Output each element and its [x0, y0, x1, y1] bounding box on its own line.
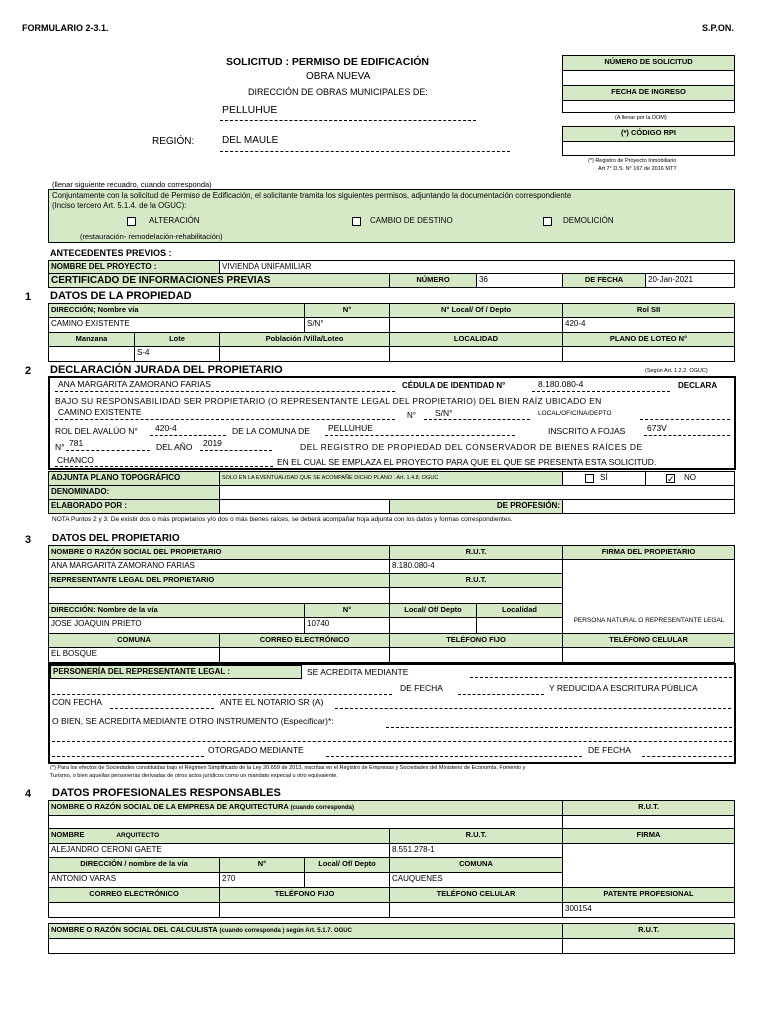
- s1-h-plano: PLANO DE LOTEO N°: [562, 332, 735, 347]
- rpi-note-1: (*) Registro de Proyecto Inmobiliario: [588, 158, 677, 164]
- elaborado-field[interactable]: [219, 499, 390, 514]
- s1-localidad-field[interactable]: [389, 346, 563, 362]
- s1-h-localidad: LOCALIDAD: [389, 332, 563, 347]
- s4-h-rut3: R.U.T.: [562, 923, 735, 939]
- decl-fojas-line: [644, 435, 730, 436]
- numero-solicitud-field[interactable]: [562, 70, 735, 86]
- sec2-number: 2: [25, 365, 32, 377]
- con-fecha-label: CON FECHA: [52, 697, 103, 707]
- s4-h-empresa-text: NOMBRE O RAZÓN SOCIAL DE LA EMPRESA DE ARQUITECTURA: [51, 802, 289, 811]
- decl-registro: DEL REGISTRO DE PROPIEDAD DEL CONSERVADOR DE BIENES RAÍCES DE: [300, 442, 643, 452]
- otorgado-label: OTORGADO MEDIANTE: [208, 745, 304, 755]
- permits-line1: Conjuntamente con la solicitud de Permiso de Edificación, el solicitante tramita los siguientes permisos, adjuntando la documentación correspondiente: [52, 191, 572, 200]
- decl-cedula-line: [532, 391, 670, 392]
- alteracion-label: ALTERACIÓN: [149, 216, 200, 225]
- comuna-value: PELLUHUE: [222, 104, 278, 116]
- adjunta-si-label: SÍ: [600, 473, 608, 482]
- s4-celular-field[interactable]: [389, 902, 563, 918]
- s4-comuna-field[interactable]: CAUQUENES: [389, 872, 563, 888]
- fecha-ingreso-label: FECHA DE INGRESO: [562, 85, 735, 101]
- de-fecha-line: [458, 694, 544, 695]
- adjunta-no-label: NO: [684, 473, 696, 482]
- demolicion-checkbox[interactable]: [543, 217, 552, 226]
- s1-h-rol: Rol SII: [562, 303, 735, 318]
- s4-h-firma: FIRMA: [562, 828, 735, 844]
- otro-line2: [52, 741, 732, 742]
- s3-n-field[interactable]: 10740: [304, 617, 390, 634]
- s3-celular-field[interactable]: [562, 647, 735, 663]
- notario-line: [335, 708, 731, 709]
- adjunta-note: SOLO EN LA EVENTUALIDAD QUE SE ACOMPAÑE DICHO PLANO . Art. 1.4.8. OGUC: [219, 471, 563, 486]
- s4-h-dir: DIRECCIÓN / nombre de la vía: [48, 857, 220, 873]
- s1-h-local: N° Local/ Of / Depto: [389, 303, 563, 318]
- notario-label: ANTE EL NOTARIO SR (A): [220, 697, 324, 707]
- codigo-rpi-field[interactable]: [562, 141, 735, 156]
- s4-h-calculista: [48, 923, 563, 939]
- s1-h-lote: Lote: [134, 332, 220, 347]
- s4-n-field[interactable]: 270: [219, 872, 305, 888]
- s4-dir-field[interactable]: ANTONIO VARAS: [48, 872, 220, 888]
- s4-rut2-field[interactable]: 8.551.278-1: [389, 843, 563, 858]
- sec3-title: DATOS DEL PROPIETARIO: [52, 533, 180, 544]
- decl-n2-line: [66, 450, 150, 451]
- s1-local-field[interactable]: [389, 317, 563, 333]
- sec3-nota2: Turismo, o bien aquellas personerías derivadas de otros actos jurídicos como un mandato especial u otro equivalente.: [50, 773, 338, 779]
- demolicion-label: DEMOLICIÓN: [563, 216, 614, 225]
- nombre-proyecto-field[interactable]: VIVIENDA UNIFAMILIAR: [219, 260, 735, 274]
- decl-emplaza: EN EL CUAL SE EMPLAZA EL PROYECTO PARA QUE EL QUE SE PRESENTA ESTA SOLICITUD.: [277, 457, 657, 467]
- s4-h-nombre: [48, 828, 390, 844]
- s4-correo-field[interactable]: [48, 902, 220, 918]
- s4-h-nombre-text: NOMBRE: [51, 830, 85, 839]
- s4-fijo-field[interactable]: [219, 902, 390, 918]
- decl-anio-line: [200, 450, 272, 451]
- alteracion-checkbox[interactable]: [127, 217, 136, 226]
- personeria-label: PERSONERÍA DEL REPRESENTANTE LEGAL :: [50, 665, 302, 679]
- decl-n-label: N°: [407, 411, 416, 420]
- s4-h-rut: R.U.T.: [562, 800, 735, 816]
- s1-rol-field[interactable]: 420-4: [562, 317, 735, 333]
- form-title: SOLICITUD : PERMISO DE EDIFICACIÓN: [226, 56, 430, 68]
- decl-conservador[interactable]: CHANCO: [57, 455, 94, 465]
- decl-n[interactable]: S/N°: [435, 408, 453, 418]
- comuna-line: [220, 120, 476, 121]
- s4-h-patente: PATENTE PROFESIONAL: [562, 887, 735, 903]
- nombre-proyecto-label: NOMBRE DEL PROYECTO :: [48, 260, 220, 274]
- acredita-label: SE ACREDITA MEDIANTE: [307, 667, 409, 677]
- sec1-number: 1: [25, 291, 32, 303]
- s3-h-rep: REPRESENTANTE LEGAL DEL PROPIETARIO: [48, 573, 390, 588]
- s1-n-field[interactable]: S/N°: [304, 317, 390, 333]
- decl-cedula[interactable]: 8.180.080-4: [538, 379, 584, 389]
- s3-h-rut: R.U.T.: [389, 545, 563, 560]
- s3-h-celular: TELÉFONO CELULAR: [562, 633, 735, 648]
- decl-n2[interactable]: 781: [69, 438, 84, 448]
- decl-anio-label: DEL AÑO: [156, 442, 193, 452]
- s3-correo-field[interactable]: [219, 647, 390, 663]
- s3-comuna-field[interactable]: EL BOSQUE: [48, 647, 220, 663]
- s1-h-direccion: DIRECCIÓN; Nombre vía: [48, 303, 305, 318]
- acredita-line2: [52, 694, 392, 695]
- decl-n2-label: N°: [55, 442, 65, 452]
- llenar-dom-note: (A llenar por la DOM): [615, 115, 667, 121]
- sec1-title: DATOS DE LA PROPIEDAD: [50, 290, 192, 302]
- reducida-label: Y REDUCIDA A ESCRITURA PÚBLICA: [549, 683, 698, 693]
- s3-rut2-field[interactable]: [389, 587, 563, 604]
- otro-label: O BIEN, SE ACREDITA MEDIANTE OTRO INSTRUMENTO (Especificar)*:: [52, 716, 334, 726]
- s3-h-firma: FIRMA DEL PROPIETARIO: [562, 545, 735, 560]
- decl-propietario[interactable]: ANA MARGARITA ZAMORANO FARIAS: [58, 379, 211, 389]
- cambio-destino-label: CAMBIO DE DESTINO: [370, 216, 453, 225]
- s1-h-n: N°: [304, 303, 390, 318]
- form-code: FORMULARIO 2-3.1.: [22, 23, 109, 33]
- codigo-rpi-label: (*) CÓDIGO RPI: [562, 126, 735, 142]
- fecha-ingreso-field[interactable]: [562, 100, 735, 113]
- s1-direccion-field[interactable]: CAMINO EXISTENTE: [48, 317, 305, 333]
- cip-fecha-field[interactable]: 20-Jan-2021: [645, 273, 735, 288]
- adjunta-no-checkbox[interactable]: ✓: [667, 474, 675, 484]
- s4-h-rut2: R.U.T.: [389, 828, 563, 844]
- s4-firma-field[interactable]: [562, 843, 735, 888]
- cip-numero-field[interactable]: 36: [476, 273, 563, 288]
- decl-rol-label: ROL DEL AVALÚO N°: [55, 426, 138, 436]
- de-fecha-label: DE FECHA: [400, 683, 443, 693]
- s4-h-n: N°: [219, 857, 305, 873]
- decl-fojas[interactable]: 673V: [647, 423, 667, 433]
- s3-h-correo: CORREO ELECTRÓNICO: [219, 633, 390, 648]
- otorgado-line2: [326, 756, 582, 757]
- decl-anio[interactable]: 2019: [203, 438, 222, 448]
- decl-comuna-line: [325, 435, 515, 436]
- s3-rut-field[interactable]: 8.180.080-4: [389, 559, 563, 574]
- s4-h-celular: TELÉFONO CELULAR: [389, 887, 563, 903]
- s4-h-comuna: COMUNA: [389, 857, 563, 873]
- decl-comuna-label: DE LA COMUNA DE: [232, 426, 310, 436]
- region-value: DEL MAULE: [222, 135, 279, 146]
- con-fecha-line: [110, 708, 214, 709]
- cip-fecha-label: DE FECHA: [562, 273, 646, 288]
- s4-rut3-field[interactable]: [562, 938, 735, 954]
- de-fecha2-label: DE FECHA: [588, 745, 631, 755]
- s4-h-fijo: TELÉFONO FIJO: [219, 887, 390, 903]
- numero-solicitud-label: NÚMERO DE SOLICITUD: [562, 55, 735, 71]
- s3-dir-field[interactable]: JOSE JOAQUIN PRIETO: [48, 617, 305, 634]
- s4-h-calculista-note: (cuando corresponda ) según Art. 5.1.7. OGUC: [219, 928, 352, 934]
- cip-label: CERTIFICADO DE INFORMACIONES PREVIAS: [48, 273, 390, 288]
- s4-nombre-field[interactable]: ALEJANDRO CERONI GAETE: [48, 843, 390, 858]
- s3-h-nombre: NOMBRE O RAZÓN SOCIAL DEL PROPIETARIO: [48, 545, 390, 560]
- s1-manzana-field[interactable]: [48, 346, 135, 362]
- sec3-number: 3: [25, 534, 32, 546]
- sec2-nota: NOTA Puntos 2 y 3: De existir dos o más propietarios y/o dos o más bienes raíces, se deberá acompañar hoja adjunta con los datos y formas correspondientes.: [52, 516, 513, 523]
- s4-h-empresa-note: (cuando corresponda): [290, 805, 354, 811]
- s4-calculista-field[interactable]: [48, 938, 563, 954]
- profesion-label: DE PROFESIÓN:: [389, 499, 563, 514]
- region-label: REGIÓN:: [152, 136, 195, 147]
- decl-conservador-line: [55, 466, 273, 467]
- s4-empresa-field[interactable]: [48, 815, 563, 829]
- s3-rep-field[interactable]: [48, 587, 390, 604]
- decl-rol[interactable]: 420-4: [155, 423, 177, 433]
- permits-intro: (llenar siguiente recuadro, cuando corresponda): [52, 180, 212, 189]
- s4-local-field[interactable]: [304, 872, 390, 888]
- s4-h-local: Local/ Of/ Depto: [304, 857, 390, 873]
- s1-plano-field[interactable]: [562, 346, 735, 362]
- s3-h-fijo: TELÉFONO FIJO: [389, 633, 563, 648]
- otorgado-line1: [52, 756, 204, 757]
- sec4-title: DATOS PROFESIONALES RESPONSABLES: [52, 787, 281, 799]
- dom-label: DIRECCIÓN DE OBRAS MUNICIPALES DE:: [248, 87, 428, 97]
- s3-h-localidad: Localidad: [476, 603, 563, 618]
- s3-localidad-field[interactable]: [476, 617, 563, 634]
- spon-label: S.P.ON.: [702, 23, 734, 33]
- s3-h-rut2: R.U.T.: [389, 573, 563, 588]
- s1-poblacion-field[interactable]: [219, 346, 390, 362]
- decl-comuna[interactable]: PELLUHUE: [328, 423, 373, 433]
- decl-cedula-label: CÉDULA DE IDENTIDAD N°: [402, 381, 506, 390]
- adjunta-label: ADJUNTA PLANO TOPOGRÁFICO: [48, 471, 220, 486]
- s1-lote-field[interactable]: S-4: [134, 346, 220, 362]
- s4-patente-field[interactable]: 300154: [562, 902, 735, 918]
- decl-local-line: [640, 419, 730, 420]
- rpi-note-2: Art 7° D.S. N° 167 de 2016 MTT: [598, 166, 677, 172]
- form-subtitle: OBRA NUEVA: [306, 71, 371, 82]
- s3-fijo-field[interactable]: [389, 647, 563, 663]
- s3-local-field[interactable]: [389, 617, 477, 634]
- decl-bajo: BAJO SU RESPONSABILIDAD SER PROPIETARIO (O REPRESENTANTE LEGAL DEL PROPIETARIO) DEL BIEN RAÍZ UBICADO EN: [55, 396, 602, 406]
- s3-h-comuna: COMUNA: [48, 633, 220, 648]
- decl-declara: DECLARA: [678, 381, 718, 390]
- s3-h-n: N°: [304, 603, 390, 618]
- sec2-segun: (Según Art. 1.2.2. OGUC): [645, 368, 708, 374]
- antecedentes-title: ANTECEDENTES PREVIOS :: [50, 248, 172, 258]
- denominado-label: DENOMINADO:: [48, 485, 220, 500]
- sec2-title: DECLARACIÓN JURADA DEL PROPIETARIO: [50, 364, 283, 376]
- s3-h-local: Local/ Of/ Depto: [389, 603, 477, 618]
- restauracion-note: (restauración- remodelación-rehabilitación): [80, 232, 223, 241]
- elaborado-label: ELABORADO POR :: [48, 499, 220, 514]
- adjunta-si-checkbox[interactable]: [585, 474, 594, 483]
- profesion-field[interactable]: [562, 499, 735, 514]
- sec4-number: 4: [25, 788, 32, 800]
- decl-local-label: LOCAL/OFICINA/DEPTO: [538, 410, 612, 417]
- decl-ubicacion-line: [55, 419, 395, 420]
- s3-nombre-field[interactable]: ANA MARGARITA ZAMORANO FARIAS: [48, 559, 390, 574]
- denominado-field[interactable]: [219, 485, 735, 500]
- s4-rut-field[interactable]: [562, 815, 735, 829]
- s1-h-manzana: Manzana: [48, 332, 135, 347]
- decl-inscrito-label: INSCRITO A FOJAS: [548, 426, 626, 436]
- s4-h-arquitecto: ARQUITECTO: [116, 832, 160, 839]
- decl-n-line: [424, 419, 530, 420]
- decl-propietario-line: [55, 391, 395, 392]
- decl-ubicacion[interactable]: CAMINO EXISTENTE: [58, 407, 142, 417]
- acredita-line: [470, 677, 732, 678]
- de-fecha2-line: [642, 756, 732, 757]
- otro-line: [386, 727, 732, 728]
- s4-h-correo: CORREO ELECTRÓNICO: [48, 887, 220, 903]
- decl-rol-line: [150, 435, 226, 436]
- permits-line2: (Inciso tercero Art. 5.1.4. de la OGUC):: [52, 201, 187, 210]
- s4-h-calculista-text: NOMBRE O RAZÓN SOCIAL DEL CALCULISTA: [51, 925, 218, 934]
- cambio-destino-checkbox[interactable]: [352, 217, 361, 226]
- cip-numero-label: NÚMERO: [389, 273, 477, 288]
- region-line: [220, 151, 510, 152]
- s3-h-dir: DIRECCIÓN: Nombre de la vía: [48, 603, 305, 618]
- s1-h-poblacion: Población /Villa/Loteo: [219, 332, 390, 347]
- sec3-nota1: (*) Para los efectos de Sociedades constituidas bajo el Régimen Simplificado de la Ley 20.659 de 2013, inscritas en el Registro de Empresas y Sociedades del Ministerio de Economía, Fomento y: [50, 765, 526, 771]
- s3-persona-note: PERSONA NATURAL O REPRESENTANTE LEGAL: [573, 617, 725, 624]
- s4-h-empresa: [48, 800, 563, 816]
